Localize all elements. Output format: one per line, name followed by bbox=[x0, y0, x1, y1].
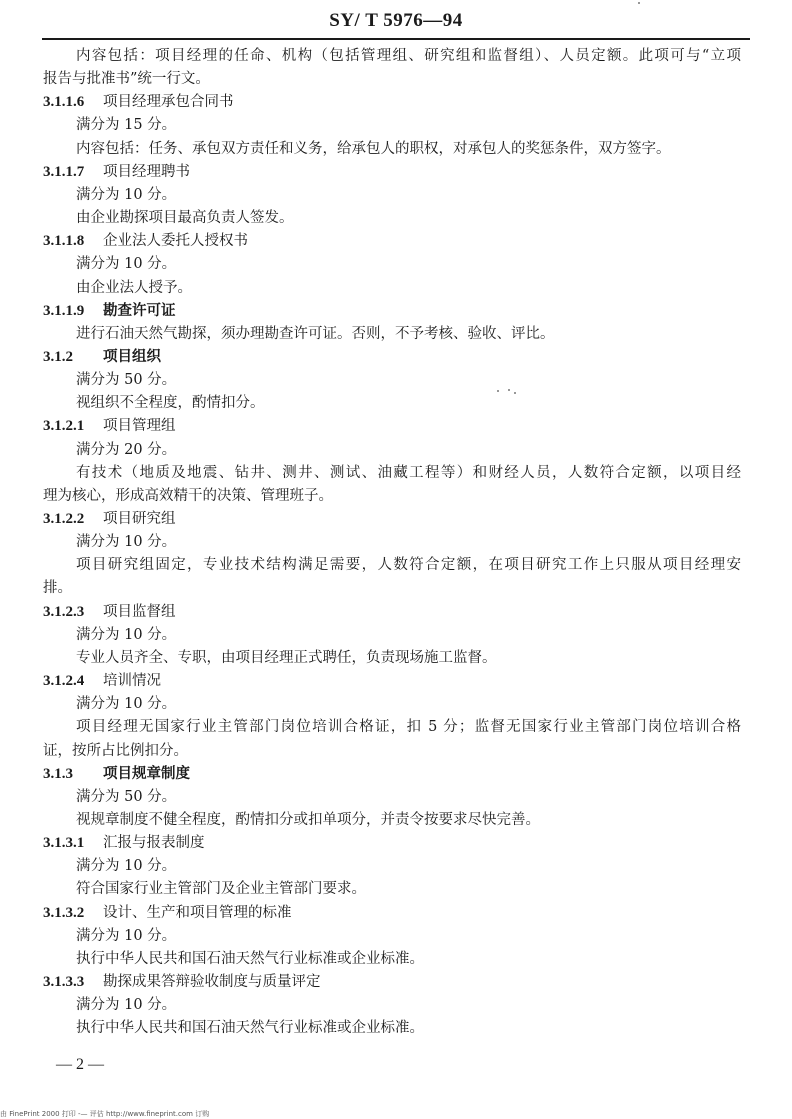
section-number: 3.1.2.2 bbox=[43, 511, 85, 527]
section-heading bbox=[43, 602, 176, 622]
paragraph-line: 满分为 15 分。 bbox=[76, 117, 177, 133]
paragraph-line: 内容包括：任务、承包双方责任和义务，给承包人的职权，对承包人的奖惩条件，双方签字。 bbox=[76, 141, 671, 157]
section-number: 3.1.3.3 bbox=[43, 974, 85, 990]
section-heading bbox=[43, 92, 234, 112]
paragraph-line: 报告与批准书”统一行文。 bbox=[43, 71, 210, 87]
paragraph-line: 满分为 10 分。 bbox=[76, 256, 177, 272]
scan-speck bbox=[638, 2, 640, 4]
paragraph-line: 满分为 10 分。 bbox=[76, 627, 177, 643]
paragraph-line: 视组织不全程度，酌情扣分。 bbox=[76, 395, 265, 411]
paragraph-line: 满分为 10 分。 bbox=[76, 997, 177, 1013]
paragraph-line: 由企业法人授予。 bbox=[76, 280, 192, 296]
print-footer: 由 FinePrint 2000 打印 -— 评估 http://www.fineprint.com 订购 bbox=[0, 1110, 210, 1118]
paragraph-line: 执行中华人民共和国石油天然气行业标准或企业标准。 bbox=[76, 1020, 424, 1036]
paragraph-line: 视规章制度不健全程度，酌情扣分或扣单项分，并责令按要求尽快完善。 bbox=[76, 812, 540, 828]
section-heading bbox=[43, 972, 321, 992]
paragraph-line: 满分为 50 分。 bbox=[76, 789, 177, 805]
section-number: 3.1.2.1 bbox=[43, 418, 85, 434]
section-title: 项目规章制度 bbox=[103, 765, 190, 782]
section-number: 3.1.1.7 bbox=[43, 164, 85, 180]
section-number: 3.1.2 bbox=[43, 349, 73, 365]
page-number: — 2 — bbox=[56, 1056, 104, 1073]
section-number: 3.1.1.9 bbox=[43, 303, 85, 319]
section-title: 项目组织 bbox=[103, 348, 161, 365]
paragraph-line: 满分为 10 分。 bbox=[76, 696, 177, 712]
section-heading bbox=[43, 416, 176, 436]
header-divider bbox=[42, 38, 750, 40]
section-number: 3.1.2.3 bbox=[43, 604, 85, 620]
paragraph-line: 满分为 10 分。 bbox=[76, 858, 177, 874]
section-number: 3.1.3.2 bbox=[43, 905, 85, 921]
paragraph-line: 满分为 10 分。 bbox=[76, 187, 177, 203]
paragraph-line: 内容包括：项目经理的任命、机构（包括管理组、研究组和监督组）、人员定额。此项可与“立项 bbox=[76, 48, 741, 64]
paragraph-line: 满分为 10 分。 bbox=[76, 534, 177, 550]
section-heading bbox=[43, 903, 292, 923]
scan-speck bbox=[508, 389, 510, 391]
section-heading bbox=[43, 301, 176, 321]
section-title: 项目经理聘书 bbox=[103, 164, 190, 180]
section-number: 3.1.3 bbox=[43, 766, 73, 782]
paragraph-line: 由企业勘探项目最高负责人签发。 bbox=[76, 210, 294, 226]
section-title: 项目研究组 bbox=[103, 511, 176, 527]
section-title: 设计、生产和项目管理的标准 bbox=[103, 905, 292, 921]
paragraph-line: 证，按所占比例扣分。 bbox=[43, 743, 188, 759]
paragraph-line: 排。 bbox=[43, 580, 72, 596]
section-title: 企业法人委托人授权书 bbox=[103, 233, 248, 249]
section-heading bbox=[43, 509, 176, 529]
paragraph-line: 满分为 20 分。 bbox=[76, 442, 177, 458]
paragraph-line: 有技术（地质及地震、钻井、测井、测试、油藏工程等）和财经人员，人数符合定额，以项目经 bbox=[76, 465, 741, 481]
section-title: 勘探成果答辩验收制度与质量评定 bbox=[103, 974, 321, 990]
section-number: 3.1.3.1 bbox=[43, 835, 85, 851]
paragraph-line: 执行中华人民共和国石油天然气行业标准或企业标准。 bbox=[76, 951, 424, 967]
section-title: 项目经理承包合同书 bbox=[103, 94, 234, 110]
paragraph-line: 满分为 10 分。 bbox=[76, 928, 177, 944]
section-heading bbox=[43, 764, 190, 784]
section-heading bbox=[43, 671, 161, 691]
standard-code-header: SY/ T 5976—94 bbox=[329, 10, 463, 31]
scan-speck bbox=[497, 390, 499, 392]
section-title: 勘查许可证 bbox=[103, 302, 176, 319]
paragraph-line: 满分为 50 分。 bbox=[76, 372, 177, 388]
section-number: 3.1.2.4 bbox=[43, 673, 85, 689]
paragraph-line: 项目经理无国家行业主管部门岗位培训合格证，扣 5 分；监督无国家行业主管部门岗位培训合格 bbox=[76, 719, 741, 735]
section-title: 项目管理组 bbox=[103, 418, 176, 434]
section-title: 汇报与报表制度 bbox=[103, 835, 205, 851]
paragraph-line: 项目研究组固定，专业技术结构满足需要，人数符合定额，在项目研究工作上只服从项目经理安 bbox=[76, 557, 741, 573]
section-heading bbox=[43, 833, 205, 853]
paragraph-line: 理为核心，形成高效精干的决策、管理班子。 bbox=[43, 488, 333, 504]
section-number: 3.1.1.6 bbox=[43, 94, 85, 110]
paragraph-line: 符合国家行业主管部门及企业主管部门要求。 bbox=[76, 881, 366, 897]
section-title: 项目监督组 bbox=[103, 604, 176, 620]
scan-speck bbox=[514, 392, 516, 394]
section-heading bbox=[43, 162, 190, 182]
section-heading bbox=[43, 347, 161, 367]
paragraph-line: 专业人员齐全、专职，由项目经理正式聘任，负责现场施工监督。 bbox=[76, 650, 497, 666]
section-title: 培训情况 bbox=[103, 673, 161, 689]
paragraph-line: 进行石油天然气勘探，须办理勘查许可证。否则，不予考核、验收、评比。 bbox=[76, 326, 555, 342]
section-heading bbox=[43, 231, 248, 251]
section-number: 3.1.1.8 bbox=[43, 233, 85, 249]
